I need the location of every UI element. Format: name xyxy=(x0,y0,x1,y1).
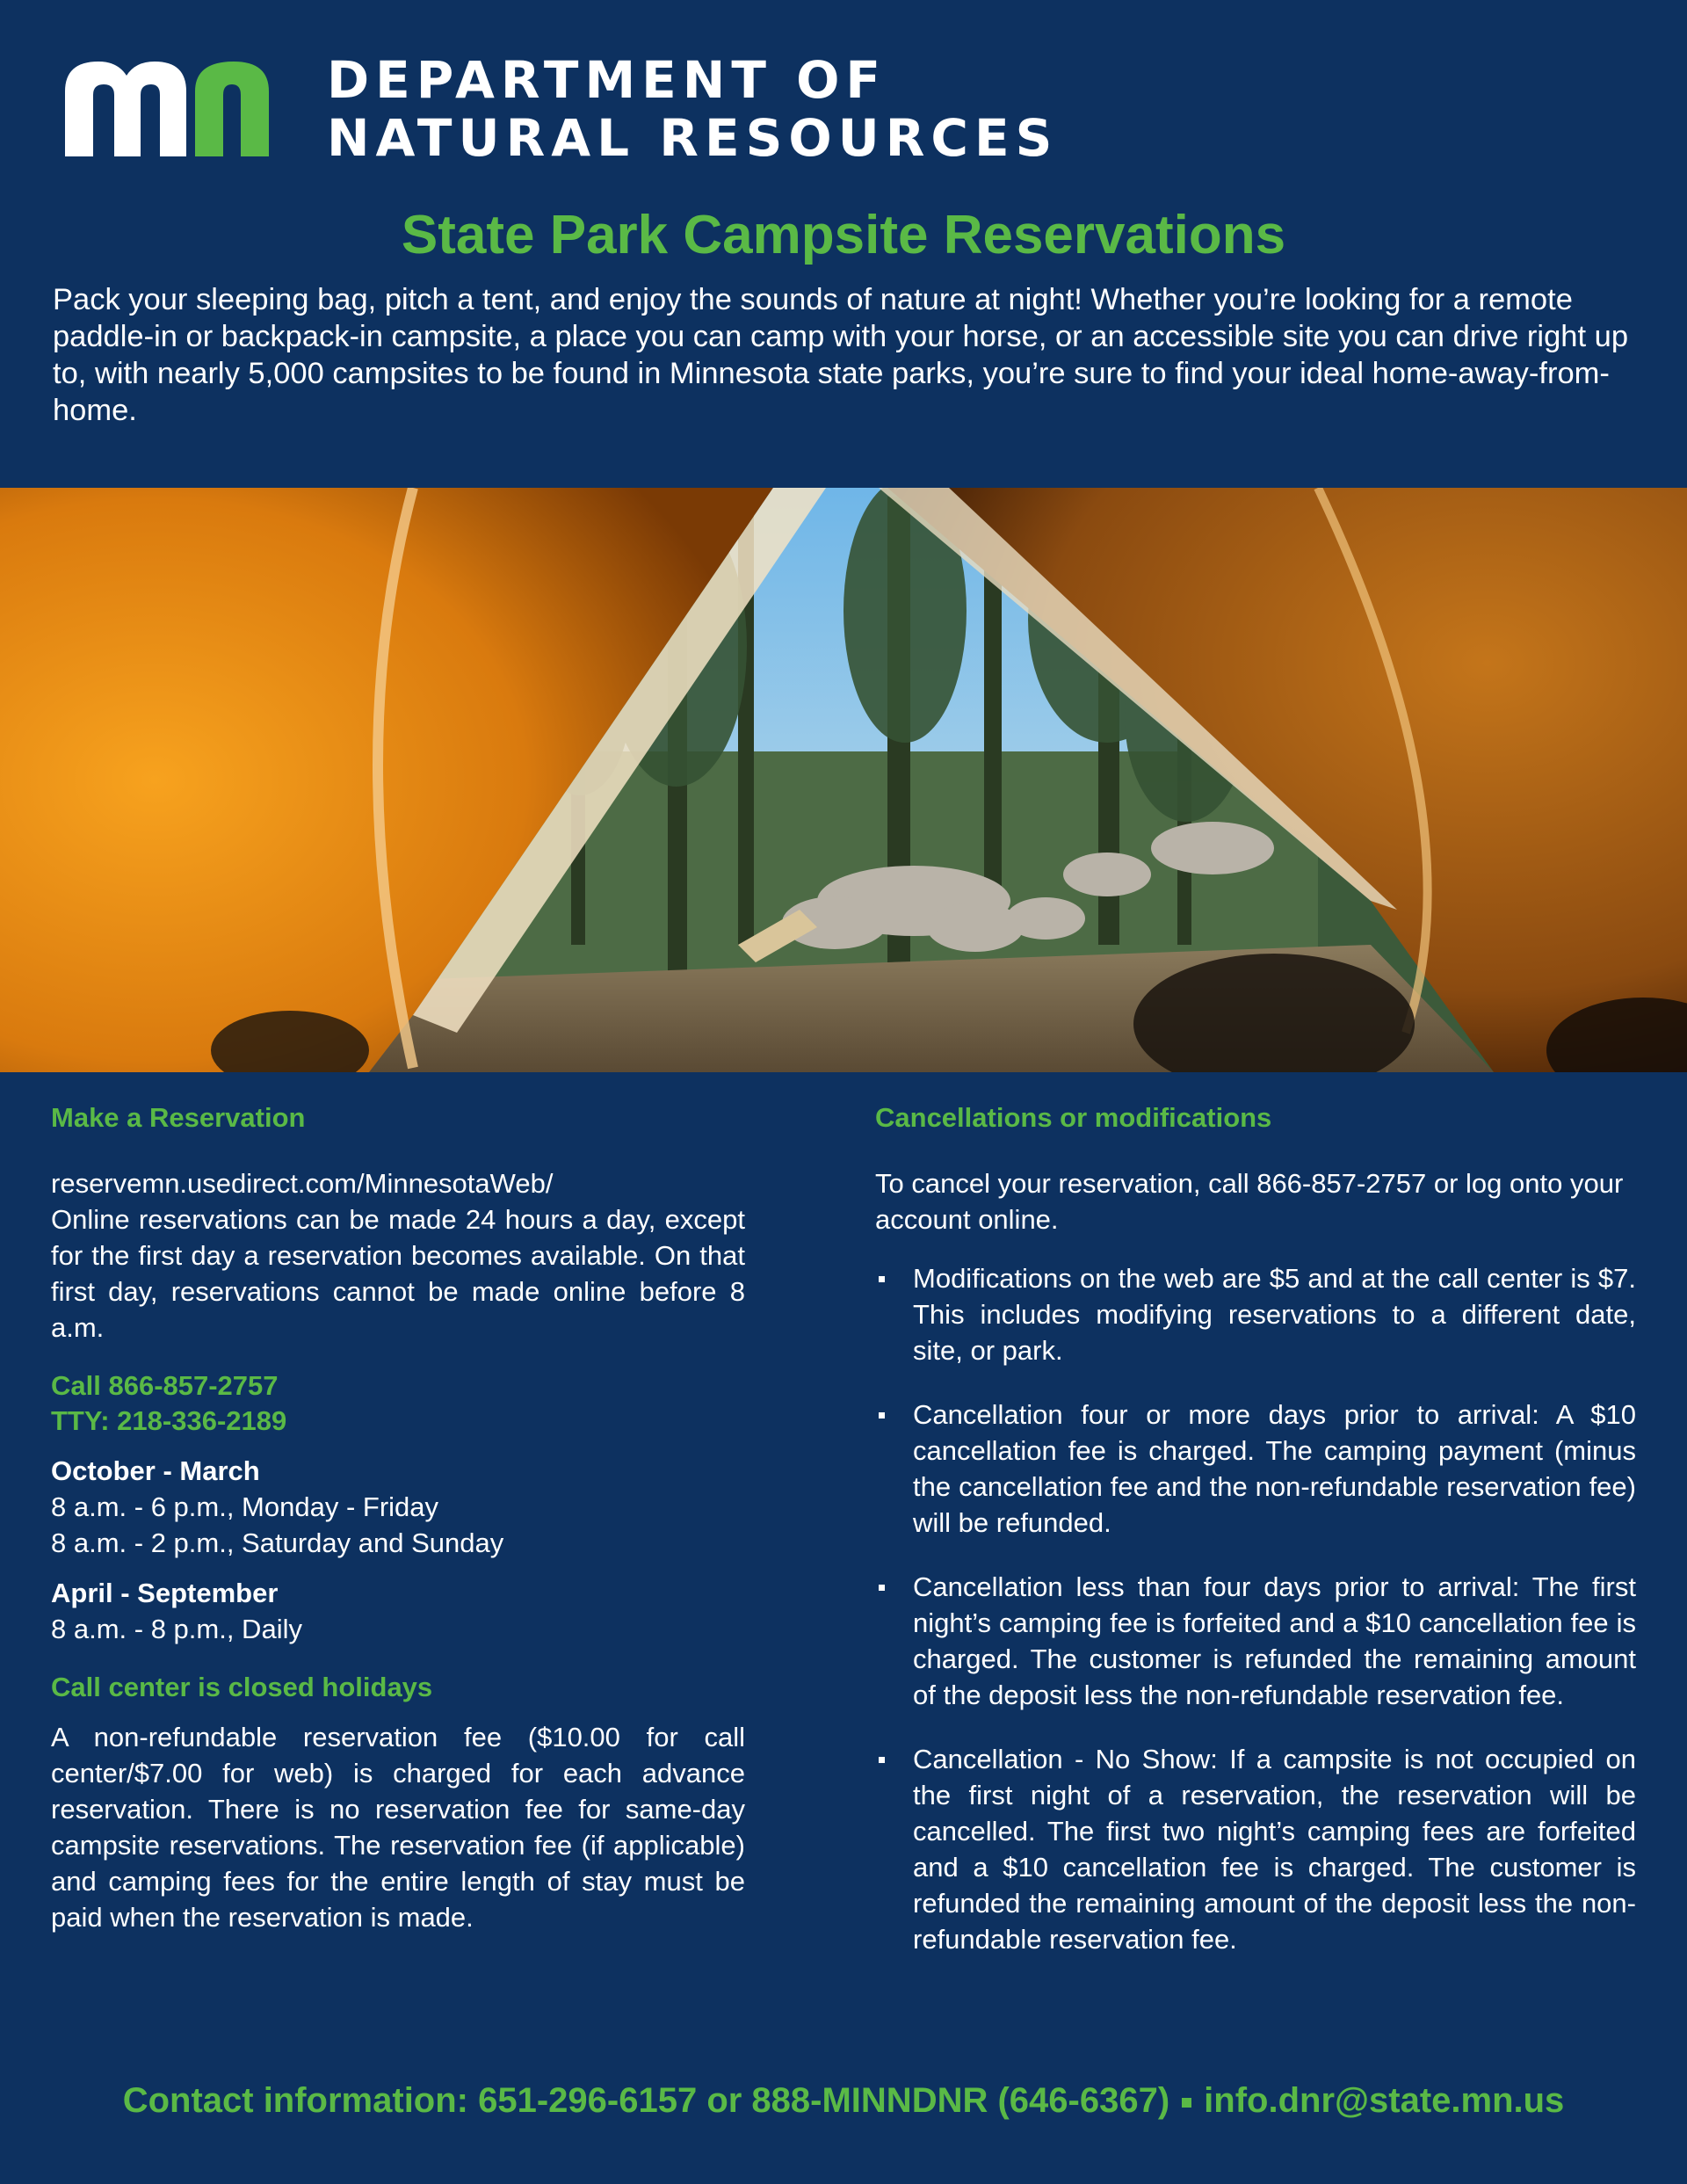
call-number: Call 866-857-2757 xyxy=(51,1370,279,1401)
separator-square-icon xyxy=(1182,2098,1191,2108)
cancel-intro-text: To cancel your reservation, call 866-857-2757 or log onto your account online. xyxy=(875,1168,1624,1235)
make-reservation-heading: Make a Reservation xyxy=(51,1102,306,1133)
season-apr-sep-title: April - September xyxy=(51,1578,279,1608)
season-apr-sep-hours: 8 a.m. - 8 p.m., Daily xyxy=(51,1614,302,1644)
contact-email-link[interactable]: info.dnr@state.mn.us xyxy=(1204,2081,1565,2120)
reservation-url-link[interactable]: reservemn.usedirect.com/MinnesotaWeb/ xyxy=(51,1168,554,1199)
page-title: State Park Campsite Reservations xyxy=(401,205,1286,265)
bullet-icon xyxy=(879,1585,885,1591)
season-oct-mar-weekday-hours: 8 a.m. - 6 p.m., Monday - Friday xyxy=(51,1491,439,1522)
bullet-text: Modifications on the web are $5 and at the call center is $7. This includes modifying reservations to a different date, site, or park. xyxy=(913,1263,1636,1366)
tty-number: TTY: 218-336-2189 xyxy=(51,1405,287,1436)
online-reservations-text: Online reservations can be made 24 hours a day, except for the first day a reservation becomes available. On that first day, reservations cannot be made online before 8 a.m. xyxy=(51,1204,745,1343)
reservation-fee-text: A non-refundable reservation fee ($10.00 for call center/$7.00 for web) is charged for each advance reservation. There is no reservation fee for same-day campsite reservations. The reservation fee (if applicable) and camping fees for the entire length of stay must be paid when the reservation is made. xyxy=(51,1722,745,1933)
department-line-1: DEPARTMENT OF xyxy=(327,50,887,110)
reservation-column xyxy=(51,1100,745,1935)
tent-campsite-photo xyxy=(0,488,1687,1072)
header xyxy=(0,0,1687,488)
cancellation-list xyxy=(875,1260,1636,1957)
footer-contact xyxy=(0,2079,1687,2122)
list-item xyxy=(875,1260,1636,1368)
closed-holidays-heading: Call center is closed holidays xyxy=(51,1672,433,1702)
intro-paragraph: Pack your sleeping bag, pitch a tent, and enjoy the sounds of nature at night! Whether you’re looking for a remote paddle-in or backpack-in campsite, a place you can camp with your horse, or an accessible site you can drive right up to, with nearly 5,000 campsites to be found in Minnesota state parks, you’re sure to find your ideal home-away-from-home. xyxy=(53,283,1629,427)
bullet-icon xyxy=(879,1757,885,1763)
season-oct-mar-title: October - March xyxy=(51,1455,260,1486)
department-line-2: NATURAL RESOURCES xyxy=(327,108,1059,168)
list-item xyxy=(875,1741,1636,1957)
bullet-icon xyxy=(879,1412,885,1419)
cancellations-heading: Cancellations or modifications xyxy=(875,1102,1272,1133)
bullet-text: Cancellation - No Show: If a campsite is not occupied on the first night of a reservation, the reservation will be cancelled. The first two night’s camping fees are forfeited and a $10 cancellation fee is charged. The customer is refunded the remaining amount of the deposit less the non-refundable reservation fee. xyxy=(913,1744,1636,1955)
bullet-text: Cancellation four or more days prior to arrival: A $10 cancellation fee is charged. The camping payment (minus the cancellation fee and the non-refundable reservation fee) will be refunded. xyxy=(913,1399,1636,1538)
bullet-icon xyxy=(879,1276,885,1282)
bullet-text: Cancellation less than four days prior to arrival: The first night’s camping fee is forfeited and a $10 cancellation fee is charged. The customer is refunded the remaining amount of the deposit less the non-refundable reservation fee. xyxy=(913,1571,1636,1710)
department-name xyxy=(327,51,1058,167)
list-item xyxy=(875,1397,1636,1541)
season-oct-mar-weekend-hours: 8 a.m. - 2 p.m., Saturday and Sunday xyxy=(51,1527,504,1558)
mn-logo xyxy=(62,54,299,160)
list-item xyxy=(875,1569,1636,1713)
contact-phone-text: Contact information: 651-296-6157 or 888-MINNDNR (646-6367) xyxy=(122,2081,1170,2120)
cancellation-column xyxy=(875,1100,1636,1985)
